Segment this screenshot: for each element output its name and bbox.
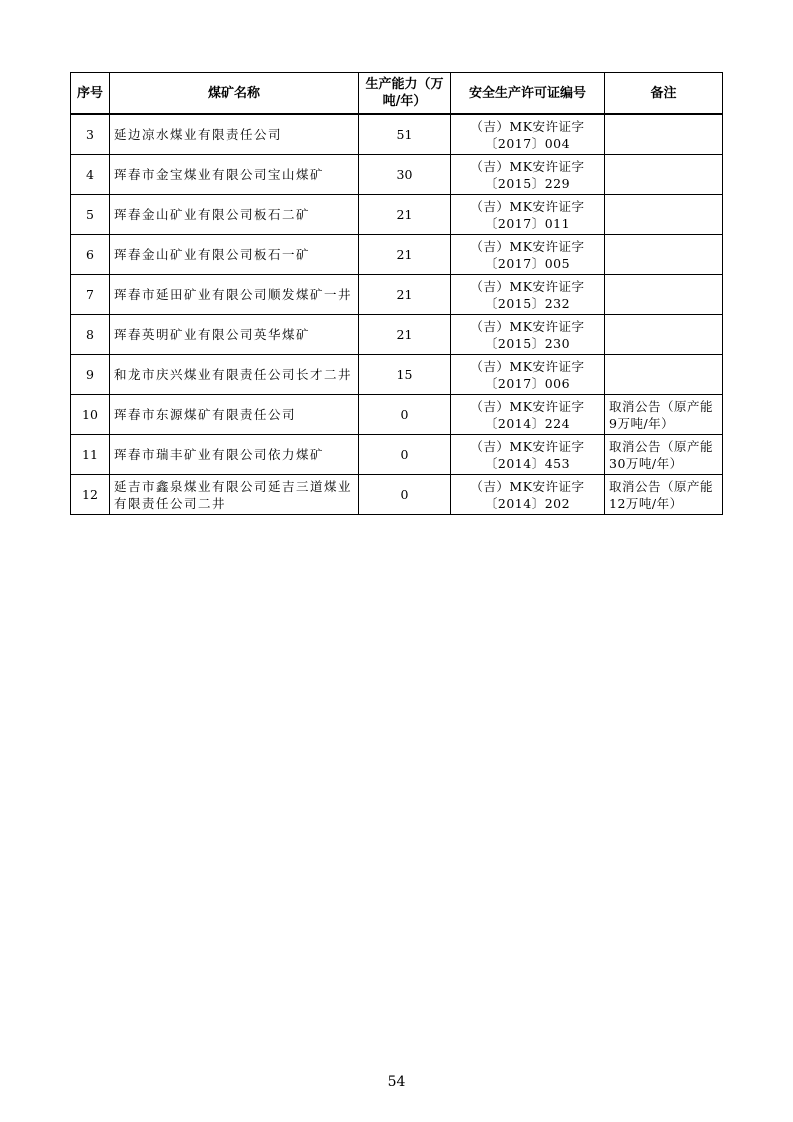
cell-note: [605, 195, 723, 235]
header-license: 安全生产许可证编号: [451, 73, 605, 115]
cell-index: 11: [71, 435, 110, 475]
table-header-row: [71, 73, 723, 115]
cell-note: [605, 114, 723, 155]
cell-mine-name: 和龙市庆兴煤业有限责任公司长才二井: [110, 355, 359, 395]
table-row: [71, 475, 723, 515]
table-row: [71, 395, 723, 435]
cell-capacity: 51: [359, 114, 451, 155]
cell-index: 7: [71, 275, 110, 315]
cell-license: （吉）MK安许证字〔2017〕006: [451, 355, 605, 395]
table-row: [71, 435, 723, 475]
cell-license: （吉）MK安许证字〔2015〕229: [451, 155, 605, 195]
cell-license: （吉）MK安许证字〔2014〕453: [451, 435, 605, 475]
cell-capacity: 21: [359, 235, 451, 275]
table-row: [71, 315, 723, 355]
coal-mine-table: [70, 72, 723, 515]
cell-capacity: 0: [359, 395, 451, 435]
cell-license: （吉）MK安许证字〔2017〕004: [451, 114, 605, 155]
cell-license: （吉）MK安许证字〔2014〕202: [451, 475, 605, 515]
cell-mine-name: 珲春金山矿业有限公司板石一矿: [110, 235, 359, 275]
cell-capacity: 0: [359, 435, 451, 475]
cell-index: 3: [71, 114, 110, 155]
table-row: [71, 114, 723, 155]
cell-index: 8: [71, 315, 110, 355]
cell-license: （吉）MK安许证字〔2015〕230: [451, 315, 605, 355]
cell-note: 取消公告（原产能30万吨/年）: [605, 435, 723, 475]
cell-mine-name: 延边凉水煤业有限责任公司: [110, 114, 359, 155]
cell-note: [605, 355, 723, 395]
table-body: [71, 114, 723, 515]
cell-note: [605, 155, 723, 195]
header-note: 备注: [605, 73, 723, 115]
cell-license: （吉）MK安许证字〔2017〕011: [451, 195, 605, 235]
cell-mine-name: 珲春市金宝煤业有限公司宝山煤矿: [110, 155, 359, 195]
cell-note: 取消公告（原产能12万吨/年）: [605, 475, 723, 515]
cell-note: [605, 315, 723, 355]
cell-capacity: 21: [359, 275, 451, 315]
cell-index: 10: [71, 395, 110, 435]
table-row: [71, 275, 723, 315]
cell-index: 12: [71, 475, 110, 515]
table-row: [71, 195, 723, 235]
cell-index: 4: [71, 155, 110, 195]
cell-license: （吉）MK安许证字〔2015〕232: [451, 275, 605, 315]
cell-note: 取消公告（原产能9万吨/年）: [605, 395, 723, 435]
cell-license: （吉）MK安许证字〔2017〕005: [451, 235, 605, 275]
cell-mine-name: 延吉市鑫泉煤业有限公司延吉三道煤业有限责任公司二井: [110, 475, 359, 515]
cell-mine-name: 珲春英明矿业有限公司英华煤矿: [110, 315, 359, 355]
table-row: [71, 155, 723, 195]
table-row: [71, 235, 723, 275]
cell-note: [605, 235, 723, 275]
cell-index: 5: [71, 195, 110, 235]
cell-capacity: 0: [359, 475, 451, 515]
header-name: 煤矿名称: [110, 73, 359, 115]
cell-mine-name: 珲春金山矿业有限公司板石二矿: [110, 195, 359, 235]
cell-mine-name: 珲春市瑞丰矿业有限公司依力煤矿: [110, 435, 359, 475]
cell-capacity: 15: [359, 355, 451, 395]
cell-index: 6: [71, 235, 110, 275]
cell-mine-name: 珲春市东源煤矿有限责任公司: [110, 395, 359, 435]
cell-capacity: 21: [359, 195, 451, 235]
cell-mine-name: 珲春市延田矿业有限公司顺发煤矿一井: [110, 275, 359, 315]
cell-index: 9: [71, 355, 110, 395]
page-number: 54: [387, 1074, 406, 1090]
cell-capacity: 30: [359, 155, 451, 195]
header-index: 序号: [71, 73, 110, 115]
table-row: [71, 355, 723, 395]
header-capacity: 生产能力（万吨/年）: [359, 73, 451, 115]
cell-note: [605, 275, 723, 315]
cell-capacity: 21: [359, 315, 451, 355]
cell-license: （吉）MK安许证字〔2014〕224: [451, 395, 605, 435]
